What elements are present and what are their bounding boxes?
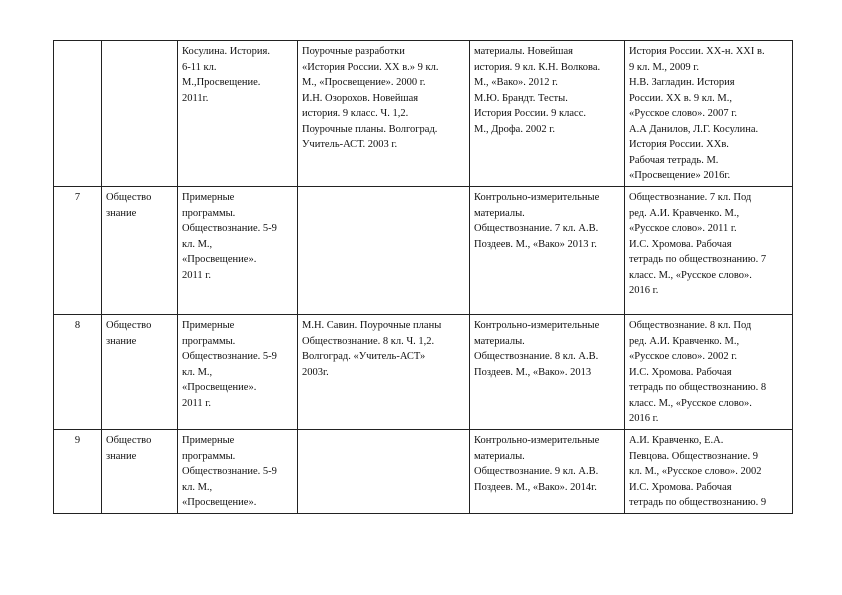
table-row [54,41,793,187]
methodical-cell [298,430,470,514]
subject-cell: Общество знание [102,187,178,315]
row-number-cell: 8 [54,315,102,430]
methodical-cell: М.Н. Савин. Поурочные планы Обществознание. 8 кл. Ч. 1,2. Волгоград. «Учитель-АСТ» 2003г. [298,315,470,430]
control-materials-cell: Контрольно-измерительные материалы. Обществознание. 7 кл. А.В. Поздеев. М., «Вако» 2013 г. [470,187,625,315]
row-number-cell: 7 [54,187,102,315]
document-table [53,40,793,514]
control-materials-cell: материалы. Новейшая история. 9 кл. К.Н. Волкова. М., «Вако». 2012 г. М.Ю. Брандт. Тесты. История России. 9 класс. М., Дрофа. 2002 г. [470,41,625,187]
program-cell: Примерные программы. Обществознание. 5-9 кл. М., «Просвещение». 2011 г. [178,187,298,315]
program-cell: Примерные программы. Обществознание. 5-9 кл. М., «Просвещение». 2011 г. [178,315,298,430]
textbook-cell: Обществознание. 7 кл. Под ред. А.И. Кравченко. М., «Русское слово». 2011 г. И.С. Хромова. Рабочая тетрадь по обществознанию. 7 класс. М., «Русское слово». 2016 г. [625,187,793,315]
control-materials-cell: Контрольно-измерительные материалы. Обществознание. 9 кл. А.В. Поздеев. М., «Вако». 2014г. [470,430,625,514]
subject-cell: Общество знание [102,315,178,430]
textbook-cell: История России. XX-н. XXI в. 9 кл. М., 2009 г. Н.В. Загладин. История России. XX в. 9 кл. М., «Русское слово». 2007 г. А.А Данилов, Л.Г. Косулина. История России. XXв. Рабочая тетрадь. М. «Просвещение» 2016г. [625,41,793,187]
row-number-cell: 9 [54,430,102,514]
program-cell: Примерные программы. Обществознание. 5-9 кл. М., «Просвещение». [178,430,298,514]
control-materials-cell: Контрольно-измерительные материалы. Обществознание. 8 кл. А.В. Поздеев. М., «Вако». 2013 [470,315,625,430]
textbook-cell: Обществознание. 8 кл. Под ред. А.И. Кравченко. М., «Русское слово». 2002 г. И.С. Хромова. Рабочая тетрадь по обществознанию. 8 класс. М., «Русское слово». 2016 г. [625,315,793,430]
methodical-cell [298,187,470,315]
subject-cell [102,41,178,187]
row-number-cell [54,41,102,187]
program-cell: Косулина. История. 6-11 кл. М.,Просвещение. 2011г. [178,41,298,187]
table-row [54,430,793,514]
subject-cell: Общество знание [102,430,178,514]
textbook-cell: А.И. Кравченко, Е.А. Певцова. Обществознание. 9 кл. М., «Русское слово». 2002 И.С. Хромова. Рабочая тетрадь по обществознанию. 9 [625,430,793,514]
table-row [54,315,793,430]
table-row [54,187,793,315]
methodical-cell: Поурочные разработки «История России. XX в.» 9 кл. М., «Просвещение». 2000 г. И.Н. Озорохов. Новейшая история. 9 класс. Ч. 1,2. Поурочные планы. Волгоград. Учитель-АСТ. 2003 г. [298,41,470,187]
